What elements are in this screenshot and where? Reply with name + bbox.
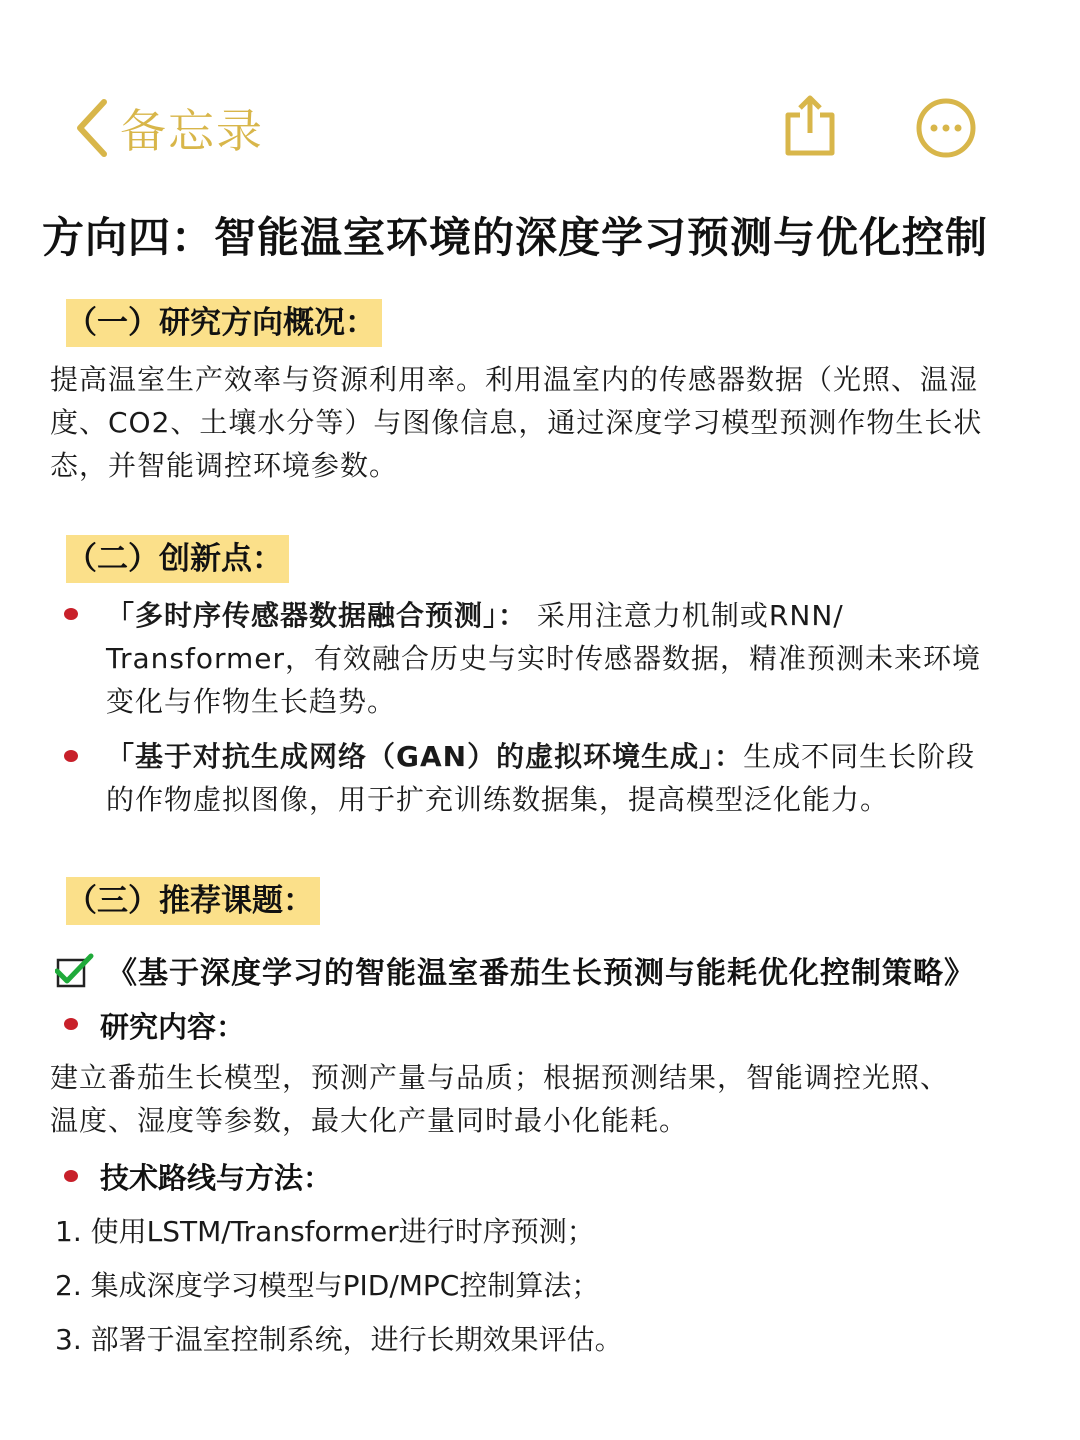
text-line: 变化与作物生长趋势。 [106, 685, 397, 718]
research-content-label: 研究内容： [100, 1010, 246, 1044]
section-heading-overview: （一）研究方向概况： [66, 299, 382, 347]
recommended-topic [55, 948, 975, 992]
bullet-icon [64, 750, 78, 762]
innovation-item [106, 735, 1031, 821]
text-line: Transformer，有效融合历史与实时传感器数据，精准预测未来环境 [106, 642, 982, 675]
innovation-item [106, 594, 1031, 723]
text-line: 的作物虚拟图像，用于扩充训练数据集，提高模型泛化能力。 [106, 783, 890, 816]
method-step: 2. 集成深度学习模型与PID/MPC控制算法； [55, 1269, 600, 1302]
bullet-icon [64, 1018, 78, 1030]
text-line: 提高温室生产效率与资源利用率。利用温室内的传感器数据（光照、温湿 [50, 363, 979, 396]
innovation-title: 「基于对抗生成网络（GAN）的虚拟环境生成」： [106, 740, 744, 773]
text-line: 建立番茄生长模型，预测产量与品质；根据预测结果，智能调控光照、 [50, 1061, 950, 1094]
section-heading-topics: （三）推荐课题： [66, 877, 320, 925]
method-step: 1. 使用LSTM/Transformer进行时序预测； [55, 1215, 595, 1248]
chevron-left-icon [70, 96, 114, 160]
page-title: 方向四：智能温室环境的深度学习预测与优化控制 [42, 213, 989, 262]
text-line: 度、CO2、土壤水分等）与图像信息，通过深度学习模型预测作物生长状 [50, 406, 983, 439]
method-step: 3. 部署于温室控制系统，进行长期效果评估。 [55, 1323, 623, 1356]
text-line: 采用注意力机制或RNN/ [536, 599, 844, 632]
innovation-title: 「多时序传感器数据融合预测」： [106, 599, 528, 632]
text-line: 温度、湿度等参数，最大化产量同时最小化能耗。 [50, 1104, 689, 1137]
text-line: 态，并智能调控环境参数。 [50, 449, 399, 482]
overview-paragraph [50, 358, 1035, 487]
topic-title: 《基于深度学习的智能温室番茄生长预测与能耗优化控制策略》 [107, 956, 975, 991]
nav-bar [0, 95, 1080, 165]
more-icon[interactable] [915, 97, 977, 159]
bullet-icon [64, 1170, 78, 1182]
section-heading-innovation: （二）创新点： [66, 535, 289, 583]
checkbox-checked-icon [55, 950, 95, 990]
back-button[interactable] [70, 95, 264, 161]
back-label: 备忘录 [120, 104, 264, 158]
research-content-paragraph [50, 1056, 1035, 1142]
share-icon[interactable] [780, 93, 840, 159]
method-label: 技术路线与方法： [100, 1161, 333, 1195]
bullet-icon [64, 608, 78, 620]
text-line: 生成不同生长阶段 [743, 740, 976, 773]
